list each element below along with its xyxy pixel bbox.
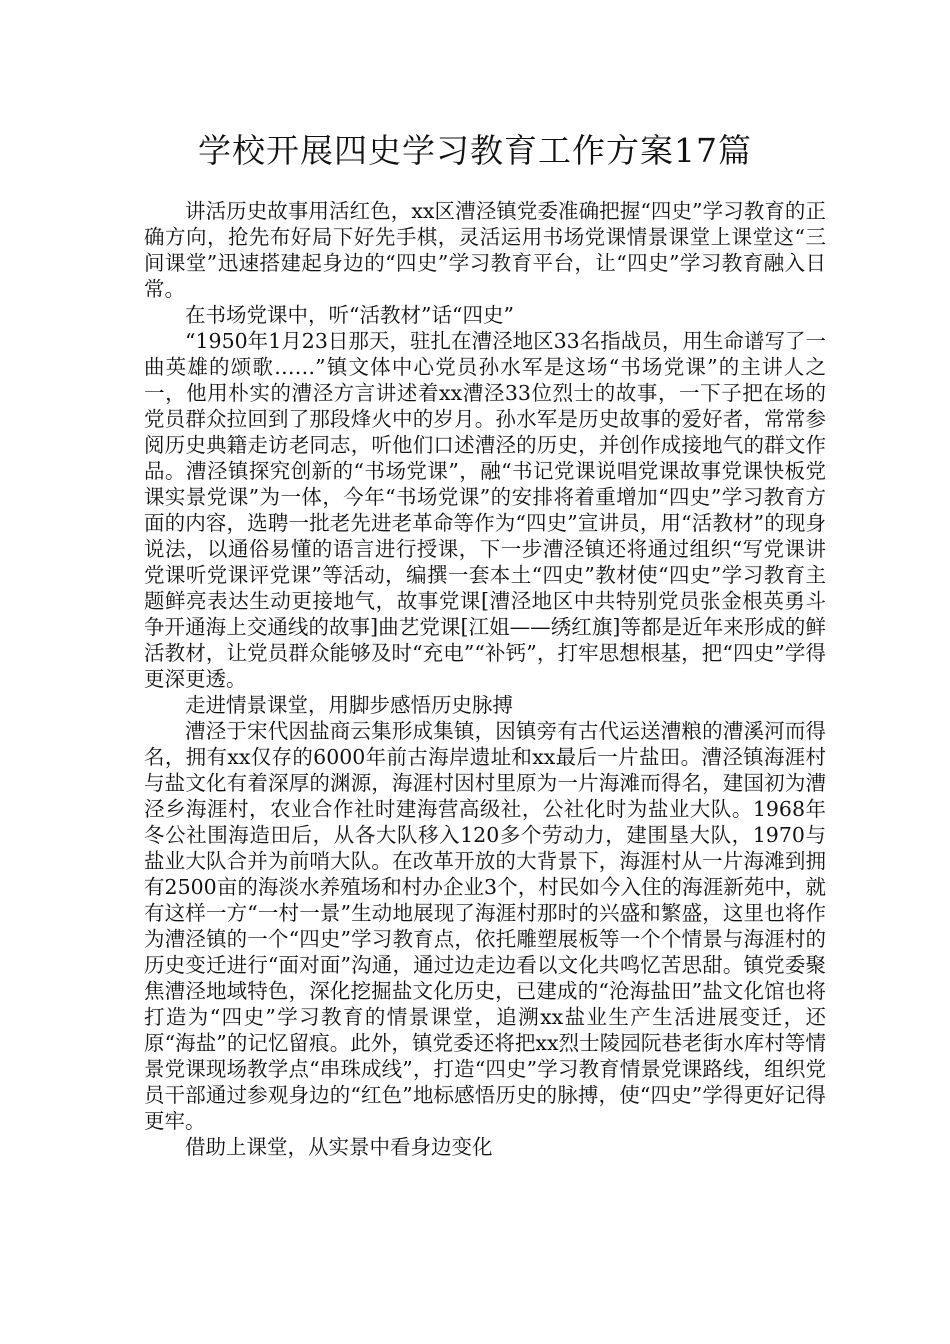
section-heading-online-classroom: 借助上课堂，从实景中看身边变化 [185, 1135, 493, 1159]
section-heading-book-lecture: 在书场党课中，听“活教材”话“四史” [185, 303, 514, 327]
section-heading-scene-classroom: 走进情景课堂，用脚步感悟历史脉搏 [185, 693, 513, 717]
paragraph-scene-classroom: 漕泾于宋代因盐商云集形成集镇，因镇旁有古代运送漕粮的漕溪河而得名，拥有xx仅存的6000年前古海岸遗址和xx最后一片盐田。漕泾镇海涯村与盐文化有着深厚的渊源，海涯村因村里原为一片海滩而得名，建国初为漕泾乡海涯村，农业合作社时建海营高级社，公社化时为盐业大队。1968年冬公社围海造田后，从各大队移入120多个劳动力，建围垦大队，1970与盐业大队合并为前哨大队。在改革开放的大背景下，海涯村从一片海滩到拥有2500亩的海淡水养殖场和村办企业3个，村民如今入住的海涯新苑中，就有这样一方“一村一景”生动地展现了海涯村那时的兴盛和繁盛，这里也将作为漕泾镇的一个“四史”学习教育点，依托雕塑展板等一个个情景与海涯村的历史变迁进行“面对面”沟通，通过边走边看以文化共鸣忆苦思甜。镇党委聚焦漕泾地域特色，深化挖掘盐文化历史，已建成的“沧海盐田”盐文化馆也将打造为“四史”学习教育的情景课堂，追溯xx盐业生产生活进展变迁，还原“海盐”的记忆留痕。此外，镇党委还将把xx烈士陵园阮巷老街水库村等情景党课现场教学点“串珠成线”，打造“四史”学习教育情景党课路线，组织党员干部通过参观身边的“红色”地标感悟历史的脉搏，使“四史”学得更好记得更牢。 [144, 719, 826, 1133]
paragraph-book-lecture: “1950年1月23日那天，驻扎在漕泾地区33名指战员，用生命谱写了一曲英雄的颂歌……”镇文体中心党员孙水军是这场“书场党课”的主讲人之一，他用朴实的漕泾方言讲述着xx漕泾33位烈士的故事，一下子把在场的党员群众拉回到了那段烽火中的岁月。孙水军是历史故事的爱好者，常常参阅历史典籍走访老同志，听他们口述漕泾的历史，并创作成接地气的群文作品。漕泾镇探究创新的“书场党课”，融“书记党课说唱党课故事党课快板党课实景党课”为一体，今年“书场党课”的安排将着重增加“四史”学习教育方面的内容，选聘一批老先进老革命等作为“四史”宣讲员，用“活教材”的现身说法，以通俗易懂的语言进行授课，下一步漕泾镇还将通过组织“写党课讲党课听党课评党课”等活动，编撰一套本土“四史”教材使“四史”学习教育主题鲜亮表达生动更接地气，故事党课[漕泾地区中共特别党员张金根英勇斗争开通海上交通线的故事]曲艺党课[江姐——绣红旗]等都是近年来形成的鲜活教材，让党员群众能够及时“充电”“补钙”，打牢思想根基，把“四史”学得更深更透。 [144, 329, 826, 691]
document-body [144, 198, 826, 1160]
document-title: 学校开展四史学习教育工作方案17篇 [198, 131, 752, 170]
paragraph-intro: 讲活历史故事用活红色，xx区漕泾镇党委准确把握“四史”学习教育的正确方向，抢先布好局下好先手棋，灵活运用书场党课情景课堂上课堂这“三间课堂”迅速搭建起身边的“四史”学习教育平台，让“四史”学习教育融入日常。 [144, 199, 826, 301]
